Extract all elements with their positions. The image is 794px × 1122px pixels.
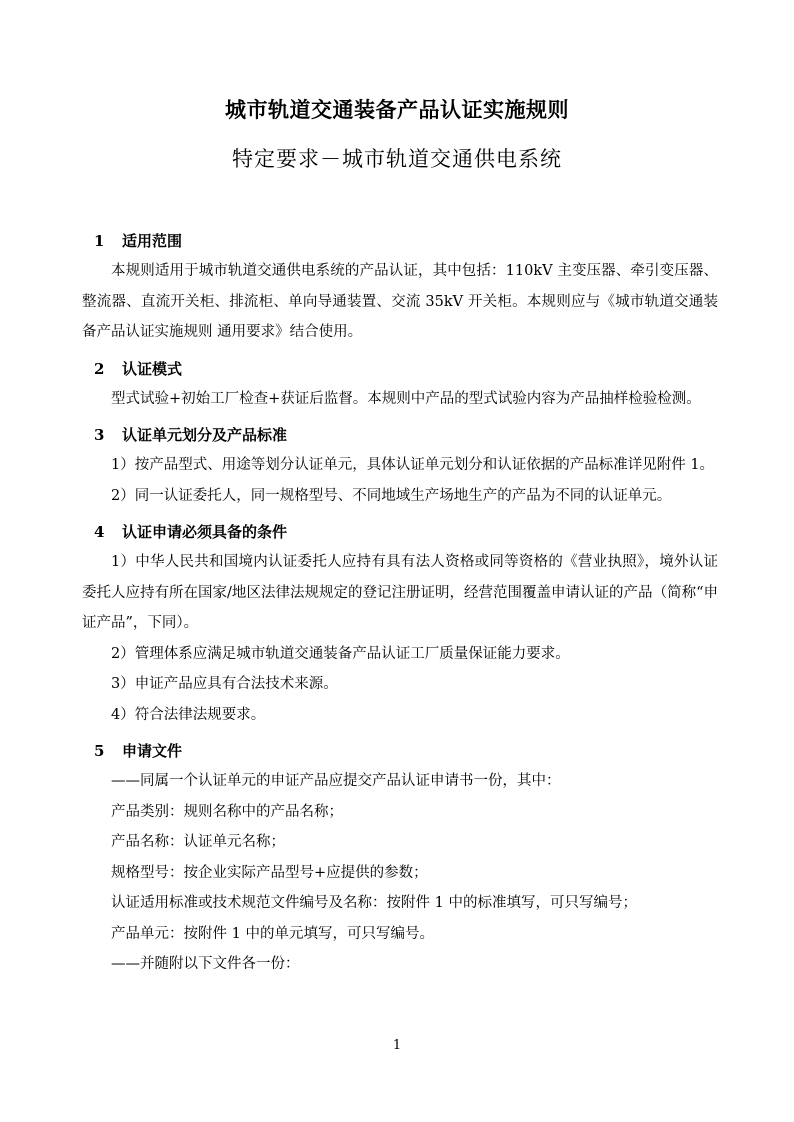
section-title: 适用范围 bbox=[122, 232, 183, 250]
section-heading bbox=[82, 517, 718, 547]
section-application-conditions bbox=[82, 517, 718, 730]
paragraph: 1）中华人民共和国境内认证委托人应持有具有法人资格或同等资格的《营业执照》，境外认证委托人应持有所在国家/地区法律法规规定的登记注册证明，经营范围覆盖申请认证的产品（简称“申证产品”，下同）。 bbox=[82, 554, 718, 631]
section-certification-mode bbox=[82, 354, 718, 415]
list-line: ——同属一个认证单元的申证产品应提交产品认证申请书一份，其中： bbox=[111, 773, 561, 789]
document-body bbox=[82, 222, 718, 986]
list-line: 产品单元：按附件 1 中的单元填写，可只写编号。 bbox=[111, 925, 434, 942]
section-heading bbox=[82, 420, 718, 450]
document-subtitle: 特定要求－城市轨道交通供电系统 bbox=[232, 147, 562, 171]
list-line: ——并随附以下文件各一份： bbox=[111, 956, 300, 972]
paragraph: 4）符合法律法规要求。 bbox=[111, 706, 266, 723]
section-units-and-standards bbox=[82, 420, 718, 511]
paragraph: 3）申证产品应具有合法技术来源。 bbox=[111, 676, 338, 692]
section-title: 认证单元划分及产品标准 bbox=[122, 426, 288, 444]
section-application-documents bbox=[82, 736, 718, 980]
section-number: 4 bbox=[94, 523, 105, 541]
paragraph: 型式试验+初始工厂检查+获证后监督。本规则中产品的型式试验内容为产品抽样检验检测。 bbox=[111, 390, 701, 407]
section-title: 认证模式 bbox=[122, 359, 183, 378]
section-heading bbox=[82, 354, 718, 384]
document-title: 城市轨道交通装备产品认证实施规则 bbox=[225, 97, 569, 122]
section-number: 1 bbox=[94, 232, 105, 250]
list-line: 产品名称：认证单元名称； bbox=[111, 834, 285, 850]
section-number: 5 bbox=[94, 742, 105, 760]
list-line: 认证适用标准或技术规范文件编号及名称：按附件 1 中的标准填写，可只写编号； bbox=[111, 895, 637, 911]
section-heading bbox=[82, 736, 718, 766]
paragraph: 2）同一认证委托人，同一规格型号、不同地域生产场地生产的产品为不同的认证单元。 bbox=[111, 487, 672, 504]
section-scope bbox=[82, 226, 718, 348]
paragraph: 1）按产品型式、用途等划分认证单元，具体认证单元划分和认证依据的产品标准详见附件 1。 bbox=[111, 457, 715, 473]
paragraph: 2）管理体系应满足城市轨道交通装备产品认证工厂质量保证能力要求。 bbox=[111, 645, 570, 662]
section-number: 3 bbox=[94, 426, 105, 444]
page-number: 1 bbox=[392, 1038, 402, 1053]
section-title: 认证申请必须具备的条件 bbox=[122, 523, 288, 541]
section-number: 2 bbox=[94, 359, 105, 378]
paragraph: 本规则适用于城市轨道交通供电系统的产品认证，其中包括：110kV 主变压器、牵引变压器、整流器、直流开关柜、排流柜、单向导通装置、交流 35kV 开关柜。本规则应与《城市轨道交通装备产品认证实施规则 通用要求》结合使用。 bbox=[82, 263, 718, 340]
section-heading bbox=[82, 226, 718, 256]
section-title: 申请文件 bbox=[122, 742, 183, 760]
list-line: 规格型号：按企业实际产品型号+应提供的参数； bbox=[111, 864, 428, 881]
list-line: 产品类别：规则名称中的产品名称； bbox=[111, 803, 343, 820]
